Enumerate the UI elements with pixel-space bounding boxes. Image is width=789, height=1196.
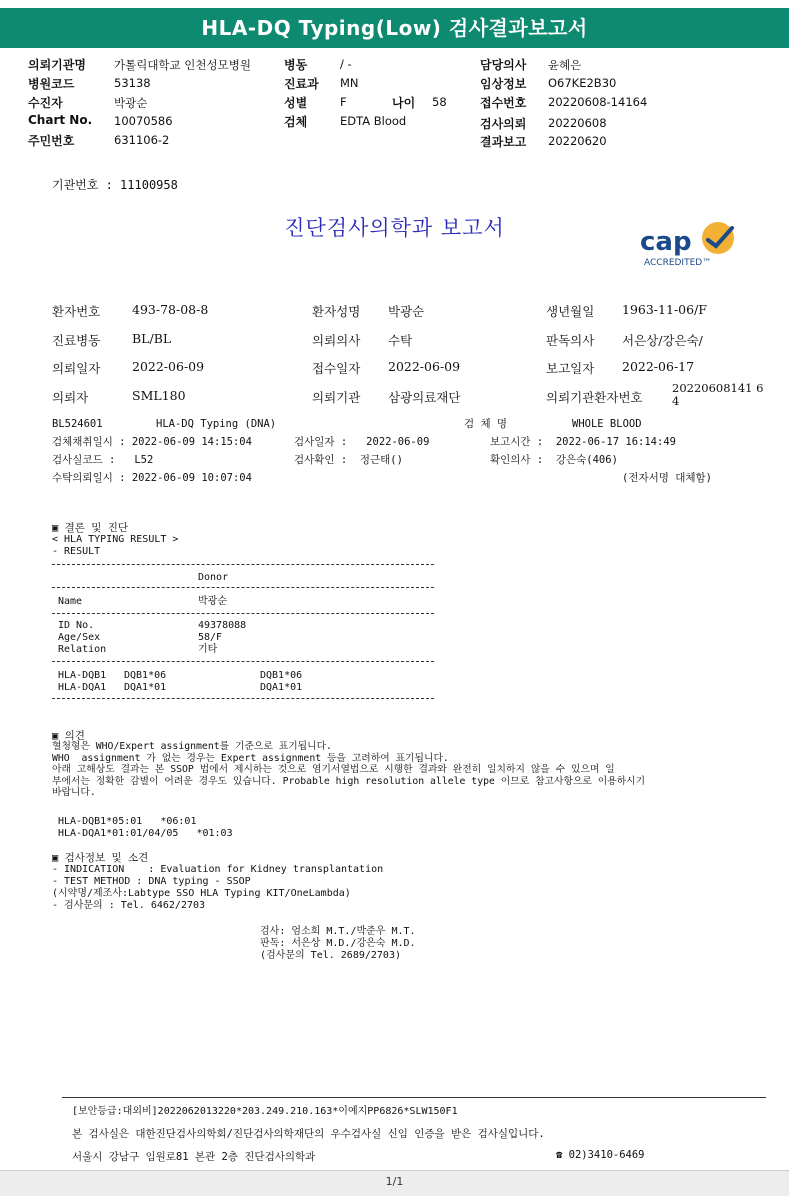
header-value: O67KE2B30 [548, 76, 617, 90]
cap-logo-sub: ACCREDITED™ [644, 258, 712, 268]
divider [52, 698, 434, 699]
header-label: 담당의사 [480, 58, 527, 72]
header-label: 의뢰기관명 [28, 58, 86, 72]
field-value: 2022-06-09 [132, 359, 205, 374]
field-value: BL/BL [132, 330, 172, 346]
field-label: 접수일자 [312, 361, 361, 376]
field-value: 493-78-08-8 [132, 302, 209, 317]
relation-value: 기타 [198, 644, 218, 655]
header-label: 결과보고 [480, 135, 527, 149]
field-value: 서은상/강은숙/ [622, 332, 703, 348]
field-value: 수탁 [388, 332, 413, 348]
dqb1-allele-2: DQB1*06 [260, 670, 303, 681]
divider [52, 661, 434, 662]
header-label: 수진자 [28, 96, 63, 110]
field-label: 의뢰기관환자번호 [546, 389, 643, 405]
field-label: 의뢰자 [52, 389, 89, 405]
info-col-a: 검사실코드 : L52 [52, 454, 154, 466]
header-value: 58 [432, 95, 447, 109]
divider [52, 613, 434, 614]
divider [52, 587, 434, 588]
institution-number: 기관번호 : 11100958 [52, 178, 178, 192]
phone-line: ☎ 02)3410-6469 [556, 1149, 645, 1161]
field-value: 2022-06-09 [388, 359, 461, 374]
header-label: 병원코드 [28, 77, 75, 91]
opinion-line: 바랍니다. [52, 787, 96, 798]
opinion-line: 아래 고해상도 결과는 본 SSOP 법에서 제시하는 것으로 염기서열법으로 시행한 결과와 완전히 일치하지 않을 수 있으며 일 [52, 764, 615, 775]
header-label: 성별 [284, 96, 308, 110]
info-col-b: 검사일자 : 2022-06-09 [294, 436, 430, 448]
field-label: 환자번호 [52, 304, 101, 319]
footer-divider [62, 1097, 766, 1098]
result-subtitle-2: - RESULT [52, 546, 101, 557]
header-value: MN [340, 76, 359, 90]
cap-accredited-logo [636, 218, 740, 270]
field-label: 환자성명 [312, 304, 361, 319]
field-value: 20220608141 6 4 [672, 380, 764, 408]
header-value: 10070586 [114, 114, 173, 128]
signer-line: 검사: 엄소희 M.T./박준우 M.T. [260, 926, 416, 937]
header-label: 임상정보 [480, 77, 527, 91]
field-label: 판독의사 [546, 332, 595, 348]
header-label: 접수번호 [480, 96, 527, 110]
field-label: 의뢰의사 [312, 332, 361, 348]
header-value: 윤혜은 [548, 58, 582, 72]
info-col-c: 보고시간 : 2022-06-17 16:14:49 [490, 436, 676, 448]
opinion-line: 혈청형은 WHO/Expert assignment를 기준으로 표기됩니다. [52, 741, 332, 752]
address-line: 서울시 강남구 임원로81 본관 2층 진단검사의학과 [72, 1151, 316, 1163]
specimen-value: WHOLE BLOOD [572, 418, 642, 430]
relation-label: Relation [58, 644, 107, 655]
page-indicator: 1/1 [0, 1170, 789, 1196]
dqa1-label: HLA-DQA1 [58, 682, 107, 693]
header-label: Chart No. [28, 113, 93, 127]
header-label: 검사의뢰 [480, 117, 527, 131]
method-line: - 검사문의 : Tel. 6462/2703 [52, 900, 206, 911]
method-heading: ▣ 검사정보 및 소견 [52, 852, 149, 864]
dqb1-allele-1: DQB1*06 [124, 670, 167, 681]
header-value: F [340, 95, 347, 109]
report-title: HLA-DQ Typing(Low) 검사결과보고서 [0, 8, 789, 48]
dqa1-allele-1: DQA1*01 [124, 682, 167, 693]
agesex-value: 58/F [198, 632, 223, 643]
id-label: ID No. [58, 620, 95, 631]
agesex-label: Age/Sex [58, 632, 101, 643]
info-col-c: 확인의사 : 강은숙(406) [490, 454, 618, 466]
certification-line: 본 검사실은 대한진단검사의학회/진단검사의학재단의 우수검사실 신임 인증을 받은 검사실입니다. [72, 1128, 545, 1140]
opinion-heading: ▣ 의견 [52, 730, 85, 742]
field-label: 진료병동 [52, 332, 101, 348]
cap-logo-text: cap [640, 227, 692, 257]
info-col-c: (전자서명 대체함) [622, 472, 712, 484]
header-value: 가톨릭대학교 인천성모병원 [114, 58, 251, 72]
divider [52, 564, 434, 565]
security-line: [보안등급:대외비]2022062013220*203.249.210.163*이예지PP6826*SLW150F1 [72, 1106, 458, 1117]
header-value: 631106-2 [114, 133, 170, 147]
info-col-a: 수탁의뢰일시 : 2022-06-09 10:07:04 [52, 472, 252, 484]
header-value: 20220620 [548, 134, 607, 148]
opinion-line: 부에서는 정확한 감별이 어려운 경우도 있습니다. Probable high resolution allele type 이므로 참고사항으로 이용하시기 [52, 775, 646, 787]
dqa1-allele-2: DQA1*01 [260, 682, 303, 693]
donor-header: Donor [198, 572, 229, 583]
field-label: 의뢰일자 [52, 361, 101, 376]
test-name: HLA-DQ Typing (DNA) [156, 418, 277, 430]
dqb1-label: HLA-DQB1 [58, 670, 107, 681]
field-value: 2022-06-17 [622, 359, 695, 374]
name-value: 박광순 [198, 596, 227, 607]
header-value: 박광순 [114, 96, 148, 110]
field-value: 삼광의료재단 [388, 389, 461, 405]
field-label: 보고일자 [546, 361, 595, 376]
header-label: 검체 [284, 115, 308, 129]
header-label: 주민번호 [28, 134, 75, 148]
field-label: 생년월일 [546, 304, 595, 319]
result-subtitle: < HLA TYPING RESULT > [52, 534, 179, 545]
header-label: 진료과 [284, 77, 319, 91]
header-value: 20220608-14164 [548, 95, 648, 109]
header-value: / - [340, 57, 352, 71]
department-report-title: 진단검사의학과 보고서 [284, 216, 505, 240]
field-label: 의뢰기관 [312, 389, 361, 405]
header-label: 나이 [392, 96, 416, 110]
field-value: 박광순 [388, 304, 425, 319]
field-value: 1963-11-06/F [622, 302, 707, 317]
header-value: 53138 [114, 76, 151, 90]
info-col-b: 검사확인 : 정근태() [294, 454, 403, 466]
signer-line: 판독: 서은상 M.D./강은숙 M.D. [260, 938, 416, 949]
result-heading: ▣ 결론 및 진단 [52, 522, 129, 534]
field-value: SML180 [132, 387, 186, 403]
high-res-dqa1: HLA-DQA1*01:01/04/05 *01:03 [58, 828, 233, 839]
header-label: 병동 [284, 58, 308, 72]
test-code: BL524601 [52, 418, 103, 430]
header-value: EDTA Blood [340, 114, 407, 128]
opinion-line: WHO assignment 가 없는 경우는 Expert assignment 등을 고려하여 표기됩니다. [52, 752, 449, 764]
method-line: - TEST METHOD : DNA typing - SSOP [52, 876, 251, 887]
id-value: 49378088 [198, 620, 247, 631]
high-res-dqb1: HLA-DQB1*05:01 *06:01 [58, 816, 197, 827]
method-line: (시약명/제조사:Labtype SSO HLA Typing KIT/OneLambda) [52, 888, 351, 899]
method-line: - INDICATION : Evaluation for Kidney transplantation [52, 864, 384, 875]
signer-line: (검사문의 Tel. 2689/2703) [260, 950, 401, 961]
specimen-label: 검 체 명 [464, 418, 508, 430]
name-label: Name [58, 596, 83, 607]
header-value: 20220608 [548, 116, 607, 130]
info-col-a: 검체채취일시 : 2022-06-09 14:15:04 [52, 436, 252, 448]
